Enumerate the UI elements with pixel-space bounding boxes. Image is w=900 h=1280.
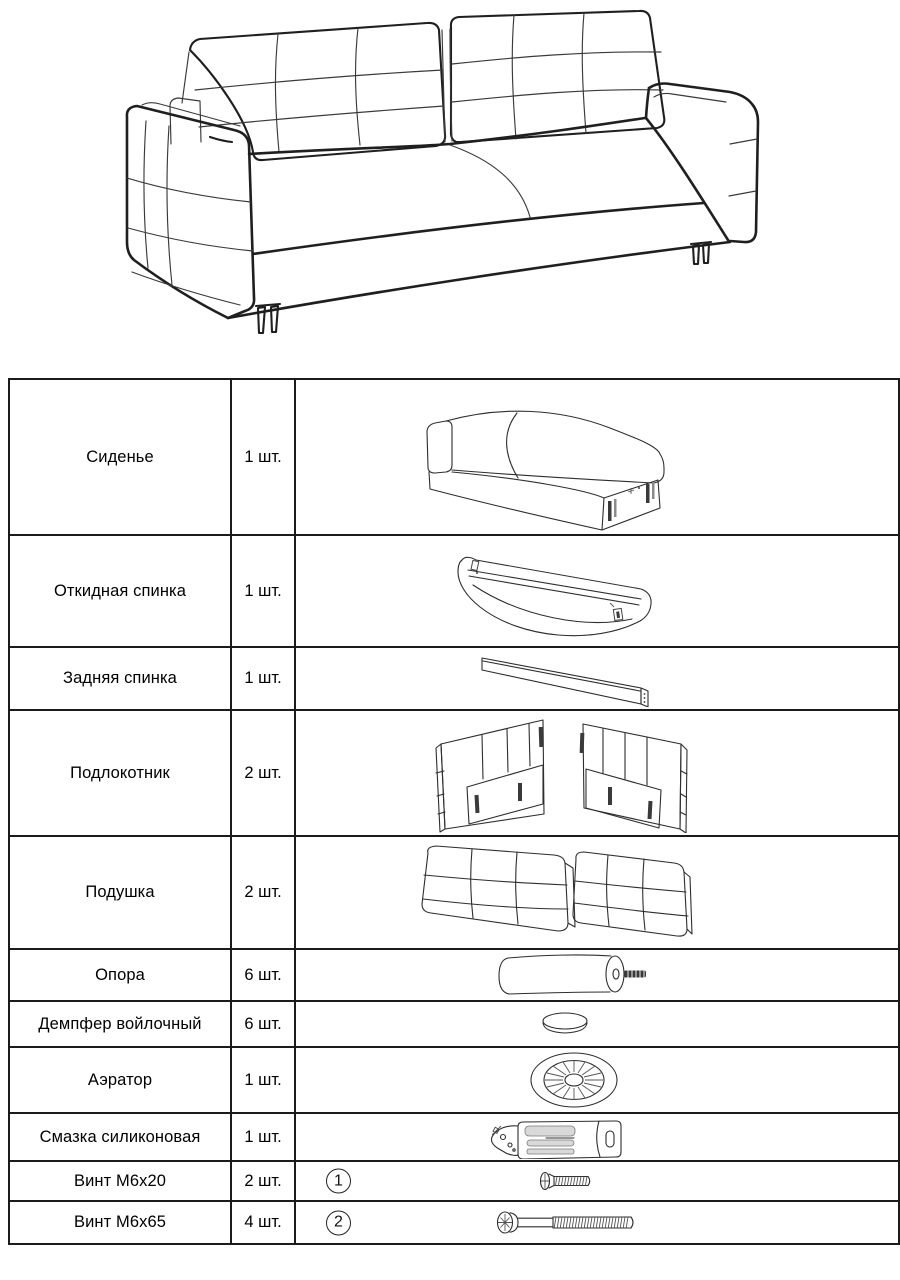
parts-table xyxy=(8,378,900,1245)
table-row-screw-m6x65 xyxy=(9,1201,899,1244)
part-qty: 1 шт. xyxy=(244,581,282,600)
silicone-grease-illustration xyxy=(296,1115,894,1159)
table-row-rear-back-panel xyxy=(9,647,899,710)
part-name: Опора xyxy=(95,965,145,984)
part-qty: 2 шт. xyxy=(244,1171,282,1190)
part-qty: 1 шт. xyxy=(244,1070,282,1089)
part-name: Аэратор xyxy=(87,1070,153,1089)
aerator-illustration xyxy=(296,1050,894,1110)
screw-m6x65-illustration xyxy=(296,1204,894,1241)
folding-backrest-illustration xyxy=(296,538,894,644)
table-row-screw-m6x20 xyxy=(9,1161,899,1201)
part-name: Подушка xyxy=(85,883,155,901)
sofa-line-art-illustration xyxy=(112,2,767,378)
screw-m6x20-illustration xyxy=(296,1164,894,1198)
table-row-cushion xyxy=(9,836,899,949)
part-name: Винт М6х20 xyxy=(74,1171,166,1190)
armrest-pair-illustration xyxy=(296,713,894,833)
table-row-leg xyxy=(9,949,899,1001)
felt-damper-illustration xyxy=(296,1004,894,1044)
part-qty: 4 шт. xyxy=(244,1213,282,1231)
part-qty: 1 шт. xyxy=(244,447,282,466)
cushion-pair-illustration xyxy=(296,839,894,946)
part-name: Сиденье xyxy=(86,447,154,466)
part-qty: 1 шт. xyxy=(244,1127,282,1146)
table-row-felt-damper xyxy=(9,1001,899,1047)
cylindrical-leg-illustration xyxy=(296,952,894,998)
seat-illustration xyxy=(296,382,894,532)
part-qty: 6 шт. xyxy=(244,1014,282,1033)
table-row-folding-backrest xyxy=(9,535,899,647)
part-name: Демпфер войлочный xyxy=(38,1014,202,1033)
sofa-overview xyxy=(0,0,900,378)
table-row-aerator xyxy=(9,1047,899,1113)
step-marker-2: 2 xyxy=(326,1210,351,1235)
part-qty: 1 шт. xyxy=(244,669,282,687)
table-row-grease xyxy=(9,1113,899,1161)
part-qty: 2 шт. xyxy=(244,883,282,901)
part-qty: 6 шт. xyxy=(244,965,282,984)
part-name: Подлокотник xyxy=(70,763,170,782)
table-row-armrest xyxy=(9,710,899,836)
table-row-seat xyxy=(9,379,899,535)
step-marker-1: 1 xyxy=(326,1169,351,1194)
part-qty: 2 шт. xyxy=(244,763,282,782)
rear-back-panel-illustration xyxy=(296,650,894,707)
part-name: Смазка силиконовая xyxy=(39,1127,201,1146)
part-name: Задняя спинка xyxy=(63,669,177,687)
part-name: Винт М6х65 xyxy=(74,1213,166,1231)
part-name: Откидная спинка xyxy=(53,581,187,600)
